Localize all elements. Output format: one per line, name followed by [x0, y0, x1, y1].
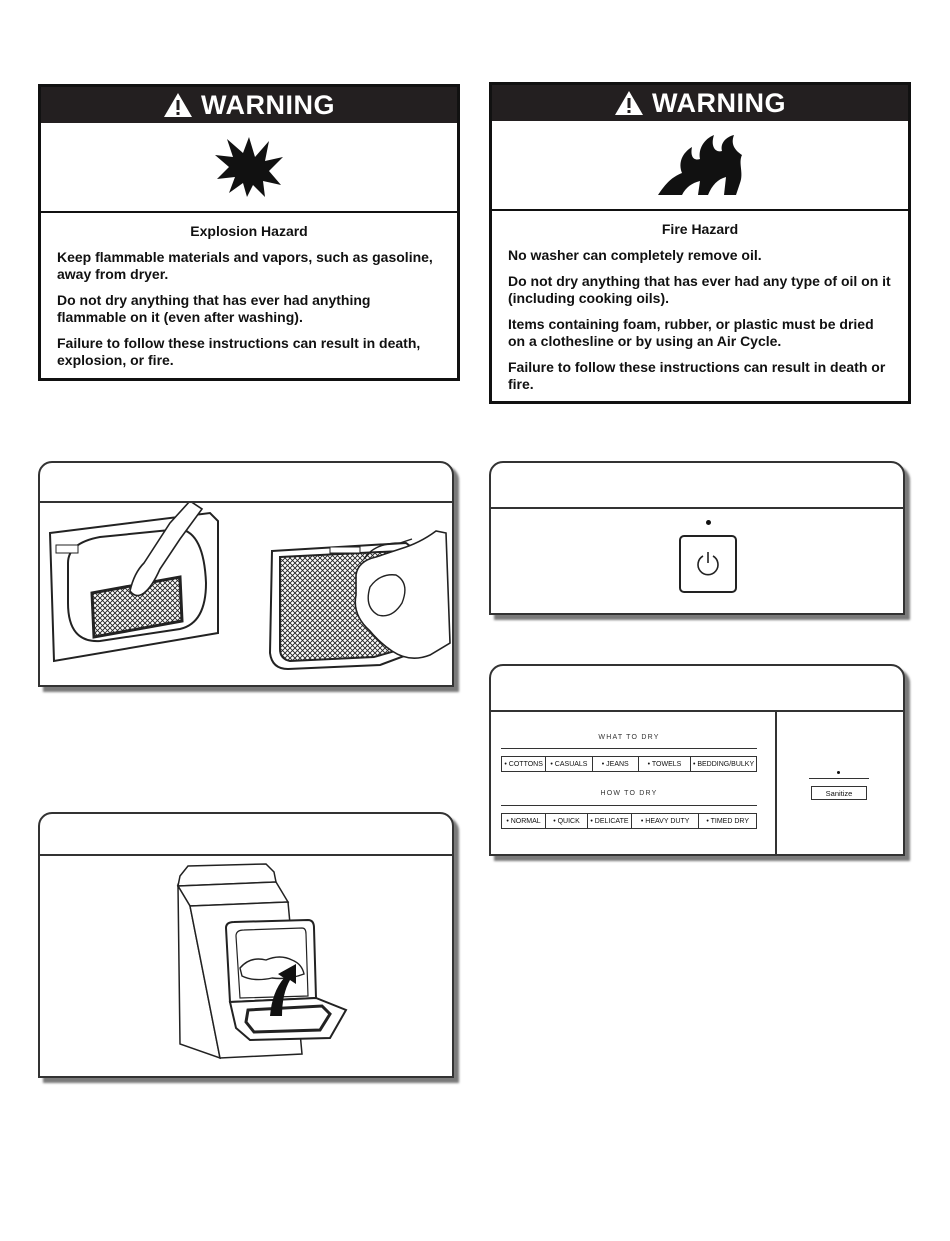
- dryer-illustration: [40, 856, 452, 1076]
- option-quick[interactable]: • QUICK: [546, 814, 588, 828]
- panel-tab: [491, 666, 903, 712]
- fire-icon: [652, 133, 748, 197]
- what-to-dry-label: WHAT TO DRY: [598, 734, 660, 741]
- how-to-dry-options: [501, 813, 757, 829]
- warning-paragraph: Do not dry anything that has ever had any type of oil on it (including cooking oils).: [508, 273, 891, 306]
- panel-tab: [40, 463, 452, 503]
- option-heavy-duty[interactable]: • HEAVY DUTY: [632, 814, 699, 828]
- warning-heading: WARNING: [201, 89, 335, 120]
- hazard-icon-area: [41, 123, 457, 213]
- warning-paragraph: Keep flammable materials and vapors, such as gasoline, away from dryer.: [57, 249, 433, 282]
- explosion-icon: [213, 135, 285, 199]
- warning-text: [492, 209, 908, 401]
- lint-screen-illustration: [40, 503, 452, 685]
- warning-text: [41, 211, 457, 378]
- warning-banner: [492, 85, 908, 121]
- warning-paragraph: Items containing foam, rubber, or plastic must be dried on a clothesline or by using an Air Cycle.: [508, 316, 874, 349]
- sanitize-button[interactable]: Sanitize: [811, 786, 867, 800]
- panel-divider: [775, 710, 777, 854]
- panel-tab: [491, 463, 903, 509]
- option-timed-dry[interactable]: • TIMED DRY: [706, 817, 749, 825]
- warning-heading: WARNING: [652, 87, 786, 118]
- option-jeans[interactable]: • JEANS: [593, 757, 639, 771]
- option-bedding-bulky[interactable]: • BEDDING/BULKY: [692, 760, 755, 768]
- power-indicator-light: [706, 520, 711, 525]
- warning-paragraph: Failure to follow these instructions can result in death, explosion, or fire.: [57, 335, 421, 368]
- how-to-dry-label: HOW TO DRY: [600, 790, 658, 797]
- fire-warning-box: [489, 82, 911, 404]
- hazard-title: Explosion Hazard: [190, 223, 308, 239]
- sanitize-rule: [809, 778, 869, 779]
- warning-banner: [41, 87, 457, 123]
- hazard-icon-area: [492, 121, 908, 211]
- power-button[interactable]: [679, 535, 737, 593]
- explosion-warning-box: [38, 84, 460, 381]
- option-delicate[interactable]: • DELICATE: [588, 814, 632, 828]
- what-to-dry-rule: [501, 748, 757, 749]
- lint-screen-drawing: [40, 503, 452, 687]
- option-casuals[interactable]: • CASUALS: [546, 757, 592, 771]
- dryer-loading-drawing: [40, 856, 452, 1078]
- warning-paragraph: Do not dry anything that has ever had anything flammable on it (even after washing).: [57, 292, 371, 325]
- warning-paragraph: No washer can completely remove oil.: [508, 247, 762, 263]
- power-button-panel: [489, 461, 905, 615]
- option-normal[interactable]: • NORMAL: [502, 814, 546, 828]
- load-dryer-panel: [38, 812, 454, 1078]
- power-icon: [694, 550, 722, 578]
- cycle-control-panel: [489, 664, 905, 856]
- warning-triangle-icon: [614, 90, 644, 116]
- warning-paragraph: Failure to follow these instructions can result in death or fire.: [508, 359, 886, 392]
- option-towels[interactable]: • TOWELS: [639, 757, 691, 771]
- what-to-dry-options: [501, 756, 757, 772]
- option-cottons[interactable]: • COTTONS: [502, 757, 546, 771]
- hazard-title: Fire Hazard: [661, 221, 739, 237]
- sanitize-indicator-light: [837, 771, 840, 774]
- how-to-dry-rule: [501, 805, 757, 806]
- lint-screen-panel: [38, 461, 454, 687]
- warning-triangle-icon: [163, 92, 193, 118]
- panel-tab: [40, 814, 452, 856]
